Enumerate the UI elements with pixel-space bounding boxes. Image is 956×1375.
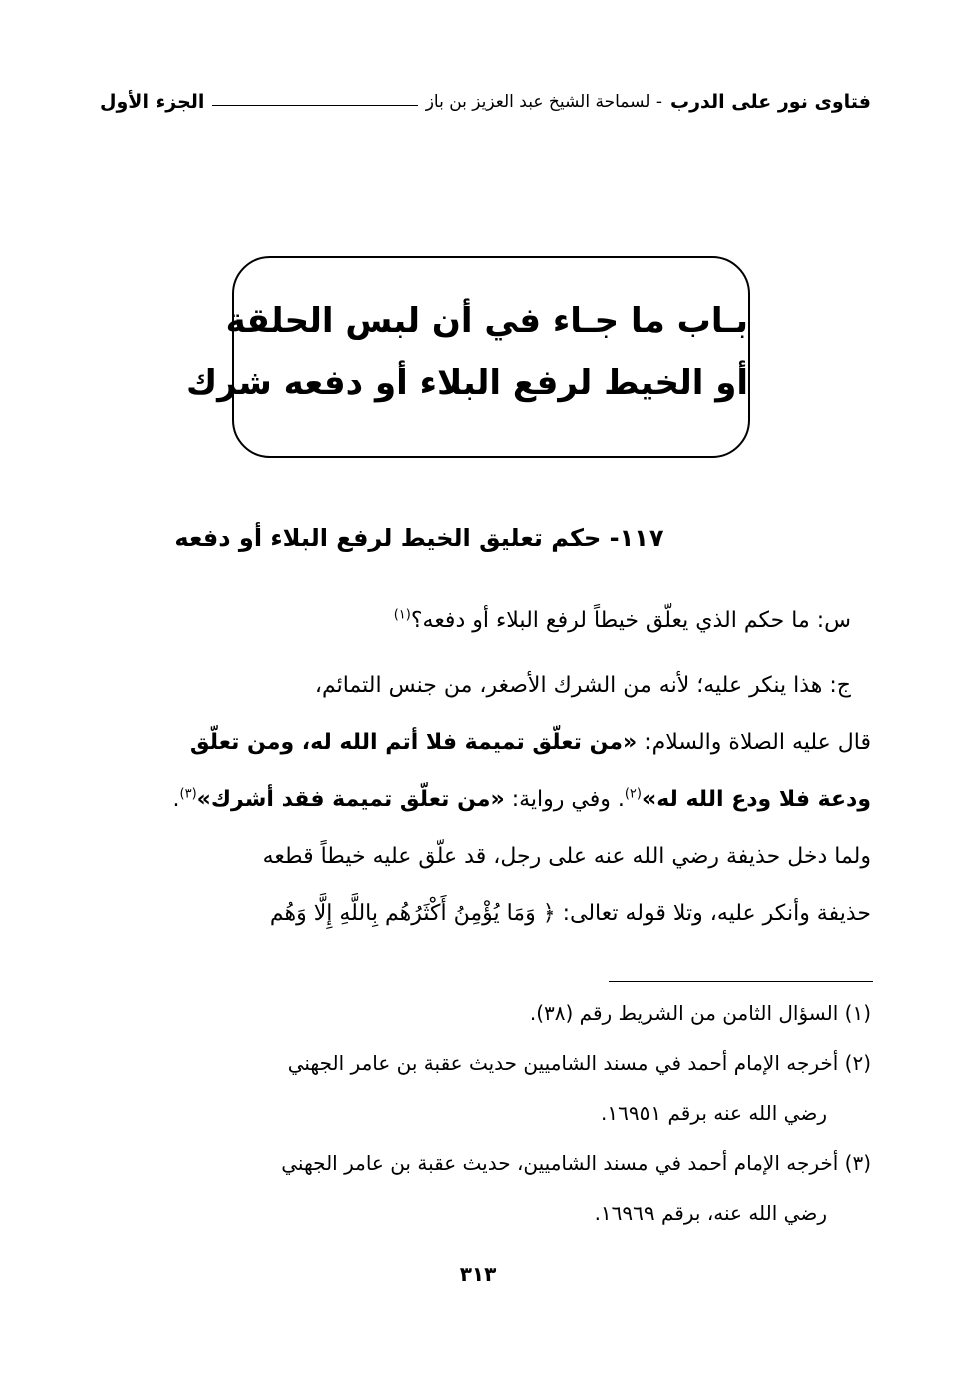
hadith-quote-2: «من تعلّق تميمة فقد أشرك» bbox=[196, 787, 505, 812]
footnote-ref-1: (١) bbox=[393, 607, 411, 623]
page-number: ٣١٣ bbox=[459, 1262, 497, 1286]
footnote-2-line-2: رضي الله عنه برقم ١٦٩٥١. bbox=[601, 1101, 827, 1125]
answer-line-2-text: قال عليه الصلاة والسلام: bbox=[637, 730, 871, 755]
header-rule bbox=[212, 105, 417, 106]
question-text: س: ما حكم الذي يعلّق خيطاً لرفع البلاء أو دفعه؟ bbox=[410, 608, 851, 633]
footnote-separator bbox=[609, 981, 873, 982]
footnote-ref-3: (٣) bbox=[179, 786, 197, 802]
footnote-3-line-2: رضي الله عنه، برقم ١٦٩٦٩. bbox=[594, 1201, 827, 1225]
answer-line-4: ولما دخل حذيفة رضي الله عنه على رجل، قد علّق عليه خيطاً قطعه bbox=[262, 844, 871, 869]
quran-verse: ﴿ وَمَا يُؤْمِنُ أَكْثَرُهُم بِاللَّهِ إِلَّا وَهُم bbox=[269, 901, 556, 926]
footnote-2-line-1: (٢) أخرجه الإمام أحمد في مسند الشاميين حديث عقبة بن عامر الجهني bbox=[287, 1051, 871, 1075]
footnote-3-line-1: (٣) أخرجه الإمام أحمد في مسند الشاميين، حديث عقبة بن عامر الجهني bbox=[281, 1151, 871, 1175]
answer-line-5-text: حذيفة وأنكر عليه، وتلا قوله تعالى: bbox=[555, 901, 871, 926]
running-header bbox=[100, 84, 871, 120]
book-title: فتاوى نور على الدرب bbox=[670, 91, 871, 113]
footnote-1: (١) السؤال الثامن من الشريط رقم (٣٨). bbox=[529, 1001, 871, 1025]
answer-line-3-text: . وفي رواية: bbox=[504, 787, 625, 812]
chapter-title-box bbox=[186, 256, 750, 458]
author-name: - لسماحة الشيخ عبد العزيز بن باز bbox=[425, 92, 662, 112]
answer-line-5 bbox=[100, 885, 871, 942]
footnotes bbox=[100, 988, 871, 1238]
question-paragraph bbox=[100, 592, 871, 649]
volume-label: الجزء الأول bbox=[100, 91, 205, 113]
answer-line-2 bbox=[100, 714, 871, 771]
chapter-title-line-1: بـاب ما جـاء في أن لبس الحلقة bbox=[225, 301, 748, 341]
answer-line-3 bbox=[100, 771, 871, 828]
answer-line-1: ج: هذا ينكر عليه؛ لأنه من الشرك الأصغر، من جنس التمائم، bbox=[314, 673, 851, 698]
hadith-quote-1-end: ودعة فلا ودع الله له» bbox=[641, 787, 871, 812]
chapter-title-line-2: أو الخيط لرفع البلاء أو دفعه شرك bbox=[186, 363, 748, 403]
section-heading: ١١٧- حكم تعليق الخيط لرفع البلاء أو دفعه bbox=[174, 524, 664, 552]
footnote-ref-2: (٢) bbox=[624, 786, 642, 802]
hadith-quote-1: «من تعلّق تميمة فلا أتم الله له، ومن تعلّق bbox=[189, 730, 638, 755]
answer-line-3-end: . bbox=[172, 787, 180, 812]
body-text bbox=[100, 592, 871, 942]
